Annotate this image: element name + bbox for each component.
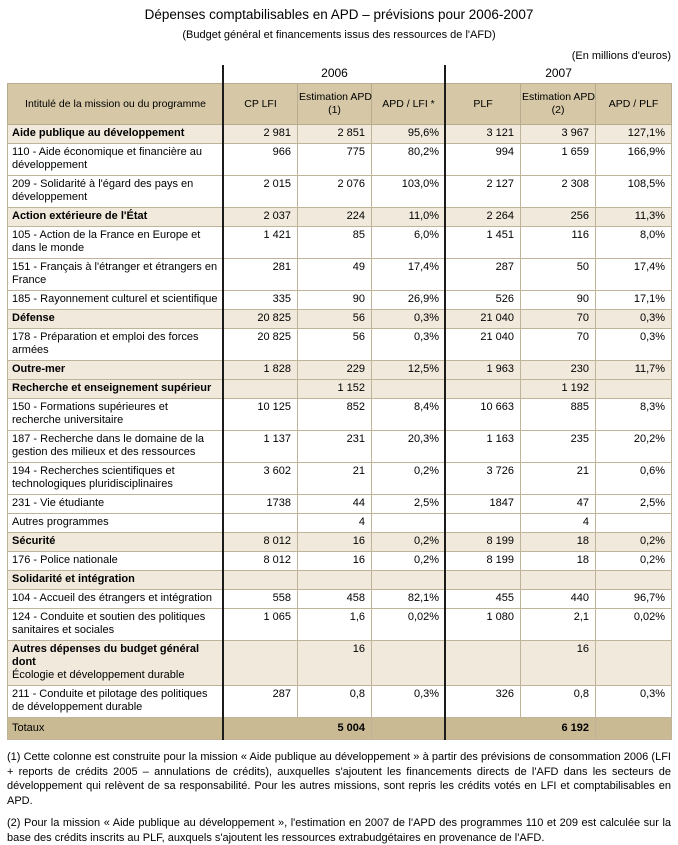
- column-header-line1: PLF: [473, 97, 493, 110]
- row-label: [8, 380, 224, 399]
- value-cell: 18: [521, 533, 596, 552]
- row-label: [8, 176, 224, 208]
- value-cell: 0,3%: [372, 310, 446, 329]
- footnote-1: (1) Cette colonne est construite pour la mission « Aide publique au développement » à partir des prévisions de consommation 2006 (LFI + reports de crédits 2005 – annulations de crédits), auxquelles s'ajoutent les financements directs de l'AFD dans les secteurs de développement qui relèvent de sa responsabilité. Pour les autres missions, sont repris les crédits votés en LFI et comptabilisables en APD.: [7, 751, 671, 807]
- value-cell: 8 012: [224, 552, 298, 571]
- value-cell: 994: [446, 144, 521, 176]
- value-cell: 16: [298, 552, 372, 571]
- value-cell: 3 726: [446, 463, 521, 495]
- value-cell: 1 451: [446, 227, 521, 259]
- value-cell: 230: [521, 361, 596, 380]
- row-label-text: 150 - Formations supérieures et recherche universitaire: [12, 401, 168, 426]
- value-cell: 26,9%: [372, 291, 446, 310]
- row-label: [8, 361, 224, 380]
- value-cell: 775: [298, 144, 372, 176]
- table-row: [8, 533, 672, 552]
- row-label: [8, 590, 224, 609]
- row-label: [8, 208, 224, 227]
- value-cell: 1,6: [298, 609, 372, 641]
- row-label: [8, 227, 224, 259]
- value-cell: 0,3%: [596, 310, 672, 329]
- total-label: Totaux: [8, 718, 224, 740]
- value-cell: 16: [298, 533, 372, 552]
- value-cell: [596, 571, 672, 590]
- value-cell: 3 602: [224, 463, 298, 495]
- value-cell: 1 152: [298, 380, 372, 399]
- table-row: [8, 431, 672, 463]
- value-cell: 11,7%: [596, 361, 672, 380]
- value-cell: 108,5%: [596, 176, 672, 208]
- row-label-text: Autres programmes: [12, 516, 109, 528]
- footnote-2: (2) Pour la mission « Aide publique au développement », l'estimation en 2007 de l'APD des programmes 110 et 209 est calculée sur la base des crédits inscrits au PLF, auxquels s'ajoutent les ressources extrabudgétaires en provenance de l'AFD.: [7, 817, 671, 844]
- column-header-line1: Estimation APD: [522, 91, 595, 103]
- value-cell: [372, 380, 446, 399]
- row-label: [8, 552, 224, 571]
- row-label-text: 209 - Solidarité à l'égard des pays en développement: [12, 178, 194, 203]
- value-cell: 231: [298, 431, 372, 463]
- value-cell: 2 076: [298, 176, 372, 208]
- total-apd-2007: 6 192: [446, 718, 596, 740]
- value-cell: 229: [298, 361, 372, 380]
- value-cell: 20,2%: [596, 431, 672, 463]
- column-header-line2: (1): [328, 104, 341, 116]
- value-cell: [596, 641, 672, 686]
- group-divider-line-left: [222, 65, 224, 740]
- table-row: [8, 590, 672, 609]
- value-cell: 21: [298, 463, 372, 495]
- value-cell: 235: [521, 431, 596, 463]
- total-row: [8, 718, 672, 740]
- table-row: [8, 329, 672, 361]
- row-label-text: 124 - Conduite et soutien des politiques sanitaires et sociales: [12, 611, 206, 636]
- value-cell: 0,02%: [596, 609, 672, 641]
- table-row: [8, 125, 672, 144]
- value-cell: 0,2%: [372, 552, 446, 571]
- value-cell: 1 828: [224, 361, 298, 380]
- value-cell: 10 663: [446, 399, 521, 431]
- column-header-row: [8, 84, 672, 125]
- value-cell: 1 137: [224, 431, 298, 463]
- value-cell: [298, 571, 372, 590]
- row-label-text: 185 - Rayonnement culturel et scientifique: [12, 293, 218, 305]
- value-cell: 0,8: [521, 686, 596, 718]
- value-cell: 12,5%: [372, 361, 446, 380]
- value-cell: 82,1%: [372, 590, 446, 609]
- value-cell: 885: [521, 399, 596, 431]
- value-cell: 224: [298, 208, 372, 227]
- row-label: [8, 514, 224, 533]
- value-cell: 455: [446, 590, 521, 609]
- value-cell: 3 967: [521, 125, 596, 144]
- value-cell: 8 199: [446, 533, 521, 552]
- table-row: [8, 552, 672, 571]
- row-label-text: 231 - Vie étudiante: [12, 497, 105, 509]
- column-header-line2: (2): [551, 104, 565, 116]
- value-cell: 335: [224, 291, 298, 310]
- column-header-2: [298, 84, 372, 125]
- row-label: [8, 641, 224, 686]
- row-label-text: Autres dépenses du budget général dont: [12, 643, 200, 668]
- value-cell: 4: [298, 514, 372, 533]
- column-header-line1: APD / LFI *: [382, 97, 435, 110]
- value-cell: 852: [298, 399, 372, 431]
- page-title: Dépenses comptabilisables en APD – prévisions pour 2006-2007: [144, 7, 534, 22]
- value-cell: 4: [521, 514, 596, 533]
- row-label: [8, 310, 224, 329]
- value-cell: [224, 514, 298, 533]
- column-header-0: [8, 84, 224, 125]
- value-cell: 1 659: [521, 144, 596, 176]
- value-cell: 558: [224, 590, 298, 609]
- table-row: [8, 571, 672, 590]
- value-cell: [596, 514, 672, 533]
- budget-table: [7, 65, 672, 740]
- table-body: [8, 125, 672, 740]
- value-cell: 287: [224, 686, 298, 718]
- value-cell: 20 825: [224, 310, 298, 329]
- value-cell: 11,0%: [372, 208, 446, 227]
- value-cell: 2,1: [521, 609, 596, 641]
- value-cell: 21 040: [446, 310, 521, 329]
- value-cell: 0,3%: [596, 686, 672, 718]
- table-row: [8, 227, 672, 259]
- row-label: [8, 329, 224, 361]
- value-cell: [372, 571, 446, 590]
- row-sublabel-text: Écologie et développement durable: [12, 669, 185, 681]
- value-cell: 8 199: [446, 552, 521, 571]
- row-label-text: 151 - Français à l'étranger et étrangers en France: [12, 261, 218, 286]
- value-cell: 80,2%: [372, 144, 446, 176]
- value-cell: 2 264: [446, 208, 521, 227]
- column-header-6: [596, 84, 672, 125]
- value-cell: 287: [446, 259, 521, 291]
- table-row: [8, 641, 672, 686]
- value-cell: 281: [224, 259, 298, 291]
- column-header-1: [224, 84, 298, 125]
- value-cell: 10 125: [224, 399, 298, 431]
- row-label: [8, 495, 224, 514]
- table-row: [8, 144, 672, 176]
- value-cell: 8 012: [224, 533, 298, 552]
- table-row: [8, 609, 672, 641]
- value-cell: 44: [298, 495, 372, 514]
- row-label-text: 110 - Aide économique et financière au développement: [12, 146, 202, 171]
- value-cell: 2 037: [224, 208, 298, 227]
- row-label: [8, 144, 224, 176]
- row-label-text: Sécurité: [12, 535, 56, 547]
- value-cell: 0,3%: [372, 686, 446, 718]
- value-cell: 966: [224, 144, 298, 176]
- value-cell: [446, 571, 521, 590]
- value-cell: 458: [298, 590, 372, 609]
- row-label-text: Défense: [12, 312, 55, 324]
- column-header-line1: Intitulé de la mission ou du programme: [25, 97, 206, 110]
- value-cell: 2 015: [224, 176, 298, 208]
- value-cell: 0,3%: [372, 329, 446, 361]
- table-row: [8, 291, 672, 310]
- row-label: [8, 291, 224, 310]
- table-row: [8, 176, 672, 208]
- row-label: [8, 609, 224, 641]
- row-label-text: 178 - Préparation et emploi des forces armées: [12, 331, 199, 356]
- value-cell: 56: [298, 310, 372, 329]
- value-cell: 11,3%: [596, 208, 672, 227]
- value-cell: 96,7%: [596, 590, 672, 609]
- value-cell: 0,2%: [372, 463, 446, 495]
- value-cell: 103,0%: [372, 176, 446, 208]
- value-cell: 49: [298, 259, 372, 291]
- column-header-5: [521, 84, 596, 125]
- value-cell: [446, 641, 521, 686]
- row-label: [8, 463, 224, 495]
- year-group-row: [8, 65, 672, 84]
- value-cell: 2 308: [521, 176, 596, 208]
- column-header-line1: CP LFI: [244, 97, 277, 110]
- value-cell: 0,6%: [596, 463, 672, 495]
- value-cell: 2 981: [224, 125, 298, 144]
- row-label-text: Aide publique au développement: [12, 127, 185, 139]
- value-cell: 70: [521, 329, 596, 361]
- table-row: [8, 495, 672, 514]
- column-header-line1: Estimation APD: [299, 91, 372, 103]
- value-cell: 526: [446, 291, 521, 310]
- row-label-text: Action extérieure de l'État: [12, 210, 148, 222]
- value-cell: [224, 380, 298, 399]
- group-divider-line-right: [444, 65, 446, 740]
- year-spacer-cell: [8, 65, 224, 84]
- footnotes: [7, 750, 671, 845]
- value-cell: 16: [298, 641, 372, 686]
- value-cell: 2 851: [298, 125, 372, 144]
- row-label-text: 194 - Recherches scientifiques et technologiques pluridisciplinaires: [12, 465, 175, 490]
- value-cell: 440: [521, 590, 596, 609]
- column-header-4: [446, 84, 521, 125]
- value-cell: 2,5%: [372, 495, 446, 514]
- value-cell: 1 192: [521, 380, 596, 399]
- value-cell: [596, 380, 672, 399]
- value-cell: 1738: [224, 495, 298, 514]
- year-group-2007: 2007: [446, 65, 672, 84]
- empty-cell: [372, 718, 446, 740]
- table-row: [8, 463, 672, 495]
- value-cell: 90: [521, 291, 596, 310]
- value-cell: 90: [298, 291, 372, 310]
- value-cell: [446, 514, 521, 533]
- value-cell: 1 421: [224, 227, 298, 259]
- table-row: [8, 399, 672, 431]
- value-cell: 0,8: [298, 686, 372, 718]
- row-label-text: 104 - Accueil des étrangers et intégration: [12, 592, 212, 604]
- row-label-text: 176 - Police nationale: [12, 554, 118, 566]
- table-row: [8, 514, 672, 533]
- value-cell: 85: [298, 227, 372, 259]
- value-cell: 3 121: [446, 125, 521, 144]
- value-cell: 95,6%: [372, 125, 446, 144]
- row-label-text: Recherche et enseignement supérieur: [12, 382, 212, 394]
- value-cell: 17,4%: [372, 259, 446, 291]
- value-cell: 1847: [446, 495, 521, 514]
- column-header-line1: APD / PLF: [608, 97, 659, 110]
- value-cell: [224, 641, 298, 686]
- value-cell: 8,4%: [372, 399, 446, 431]
- unit-note: (En millions d'euros): [571, 50, 671, 62]
- value-cell: 17,1%: [596, 291, 672, 310]
- budget-table-wrap: [7, 65, 671, 740]
- value-cell: 166,9%: [596, 144, 672, 176]
- value-cell: 56: [298, 329, 372, 361]
- value-cell: 8,0%: [596, 227, 672, 259]
- value-cell: 50: [521, 259, 596, 291]
- value-cell: 326: [446, 686, 521, 718]
- value-cell: [224, 571, 298, 590]
- value-cell: 2 127: [446, 176, 521, 208]
- value-cell: 0,02%: [372, 609, 446, 641]
- value-cell: [446, 380, 521, 399]
- year-group-2006: 2006: [224, 65, 446, 84]
- value-cell: 1 080: [446, 609, 521, 641]
- value-cell: 17,4%: [596, 259, 672, 291]
- page-subtitle: (Budget général et financements issus des ressources de l'AFD): [182, 29, 496, 41]
- value-cell: 0,2%: [372, 533, 446, 552]
- row-label: [8, 125, 224, 144]
- value-cell: 256: [521, 208, 596, 227]
- value-cell: 20,3%: [372, 431, 446, 463]
- value-cell: 1 163: [446, 431, 521, 463]
- empty-cell: [596, 718, 672, 740]
- value-cell: 0,3%: [596, 329, 672, 361]
- row-label: [8, 259, 224, 291]
- table-row: [8, 686, 672, 718]
- row-label: [8, 533, 224, 552]
- row-label-text: 187 - Recherche dans le domaine de la gestion des milieux et des ressources: [12, 433, 205, 458]
- row-label-text: 105 - Action de la France en Europe et dans le monde: [12, 229, 201, 254]
- total-apd-2006: 5 004: [224, 718, 372, 740]
- value-cell: [372, 514, 446, 533]
- row-label: [8, 399, 224, 431]
- value-cell: 8,3%: [596, 399, 672, 431]
- value-cell: 16: [521, 641, 596, 686]
- row-label: [8, 686, 224, 718]
- value-cell: 21 040: [446, 329, 521, 361]
- row-label-text: 211 - Conduite et pilotage des politiques de développement durable: [12, 688, 208, 713]
- value-cell: 20 825: [224, 329, 298, 361]
- value-cell: [372, 641, 446, 686]
- value-cell: 21: [521, 463, 596, 495]
- value-cell: 18: [521, 552, 596, 571]
- column-header-3: [372, 84, 446, 125]
- table-row: [8, 259, 672, 291]
- value-cell: 1 963: [446, 361, 521, 380]
- value-cell: 0,2%: [596, 552, 672, 571]
- value-cell: 116: [521, 227, 596, 259]
- table-row: [8, 310, 672, 329]
- value-cell: 70: [521, 310, 596, 329]
- table-head: [8, 65, 672, 125]
- value-cell: 2,5%: [596, 495, 672, 514]
- table-row: [8, 361, 672, 380]
- row-label-text: Outre-mer: [12, 363, 66, 375]
- table-row: [8, 380, 672, 399]
- value-cell: 127,1%: [596, 125, 672, 144]
- row-label-text: Solidarité et intégration: [12, 573, 135, 585]
- value-cell: [521, 571, 596, 590]
- value-cell: 47: [521, 495, 596, 514]
- value-cell: 0,2%: [596, 533, 672, 552]
- value-cell: 1 065: [224, 609, 298, 641]
- row-label: [8, 571, 224, 590]
- row-label: [8, 431, 224, 463]
- value-cell: 6,0%: [372, 227, 446, 259]
- table-row: [8, 208, 672, 227]
